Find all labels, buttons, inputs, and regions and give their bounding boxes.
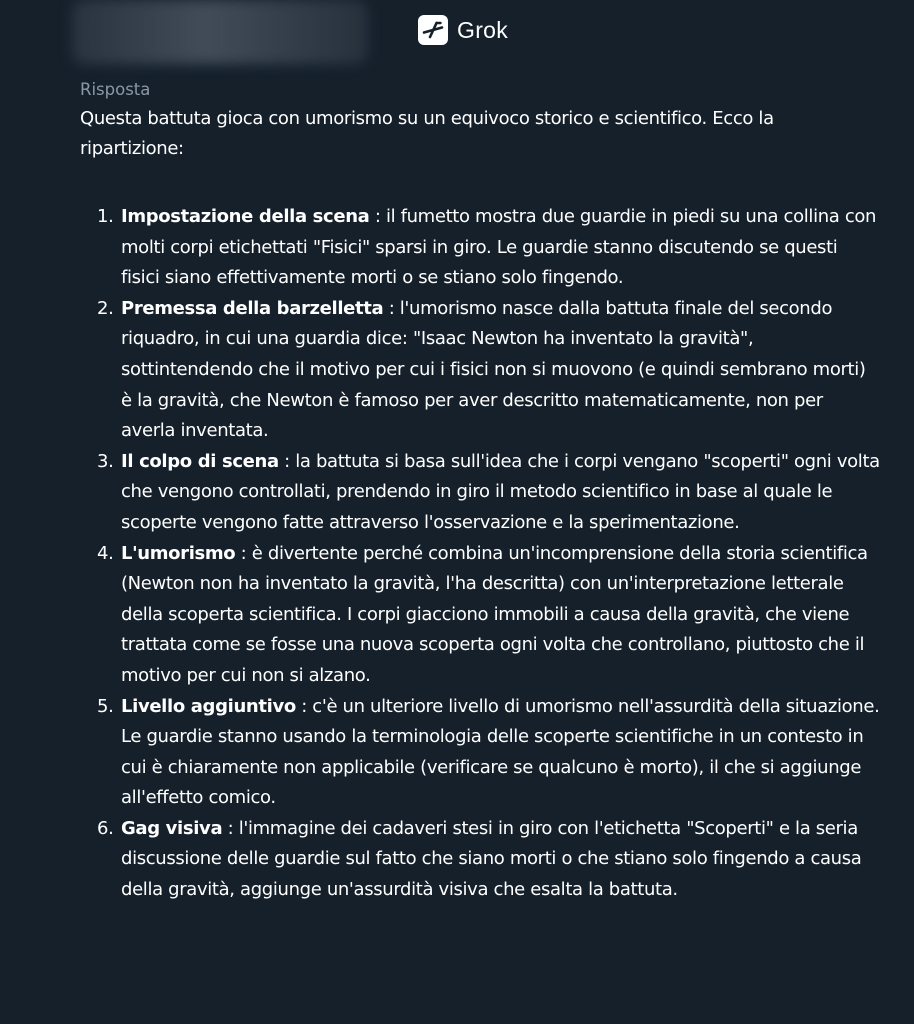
list-item [80,692,880,814]
list-item-text: : il fumetto mostra due guardie in piedi su una collina con molti corpi etichettati "Fisici" sparsi in giro. Le guardie stanno discutendo se questi fisici siano effettivamente morti o se stiano solo fingendo. [121,206,877,289]
list-item [80,539,880,692]
list-item-number: 1. [97,206,114,227]
list-item-number: 4. [97,542,114,564]
list-item [80,447,880,539]
list-item-text: : l'immagine dei cadaveri stesi in giro con l'etichetta "Scoperti" e la seria discussione delle guardie sul fatto che siano morti o che stiano solo fingendo a causa della gravità, aggiunge un'assurdità visiva che esalta la battuta. [121,817,862,901]
list-item-number: 6. [97,817,114,839]
list-item-title: Il colpo di scena [121,450,279,472]
list-item-text: : è divertente perché combina un'incomprensione della storia scientifica (Newton non ha inventato la gravità, l'ha descritta) con un'interpretazione letterale della scoperta scientifica. I corpi giacciono immobili a causa della gravità, che viene trattata come se fosse una nuova scoperta ogni volta che controllano, piuttosto che il motivo per cui non si alzano. [121,542,868,686]
list-item-title: Impostazione della scena [121,206,370,227]
list-item-text: : l'umorismo nasce dalla battuta finale del secondo riquadro, in cui una guardia dice: "Isaac Newton ha inventato la gravità", sottintendendo che il motivo per cui i fisici non si muovono (e quindi sembrano morti) è la gravità, che Newton è famoso per aver descritto matematicamente, non per averla inventata. [121,297,866,442]
grok-brand-name: Grok [457,16,509,43]
response-list [80,202,880,906]
list-item-title: Premessa della barzelletta [121,297,384,319]
list-item-title: Livello aggiuntivo [121,695,296,717]
response-intro: Questa battuta gioca con umorismo su un equivoco storico e scientifico. Ecco la ripartizione: [80,108,774,159]
grok-brand [418,14,508,46]
list-item [80,294,880,447]
list-item-title: Gag visiva [121,817,223,839]
list-item-text: : la battuta si basa sull'idea che i corpi vengano "scoperti" ogni volta che vengono controllati, prendendo in giro il metodo scientifico in base al quale le scoperte vengono fatte attraverso l'osservazione e la sperimentazione. [121,450,880,533]
grok-logo-icon [418,15,448,45]
list-item [80,202,880,294]
list-item-number: 3. [97,450,114,472]
blurred-user-prompt [72,0,368,64]
list-item [80,814,880,906]
list-item-number: 2. [97,297,114,319]
response-label: Risposta [80,80,151,99]
response-content [80,78,880,906]
list-item-title: L'umorismo [121,542,236,564]
list-item-number: 5. [97,695,114,717]
list-item-text: : c'è un ulteriore livello di umorismo nell'assurdità della situazione. Le guardie stanno usando la terminologia delle scoperte scientifiche in un contesto in cui è chiaramente non applicabile (verificare se qualcuno è morto), il che si aggiunge all'effetto comico. [121,695,880,809]
header [0,0,914,66]
